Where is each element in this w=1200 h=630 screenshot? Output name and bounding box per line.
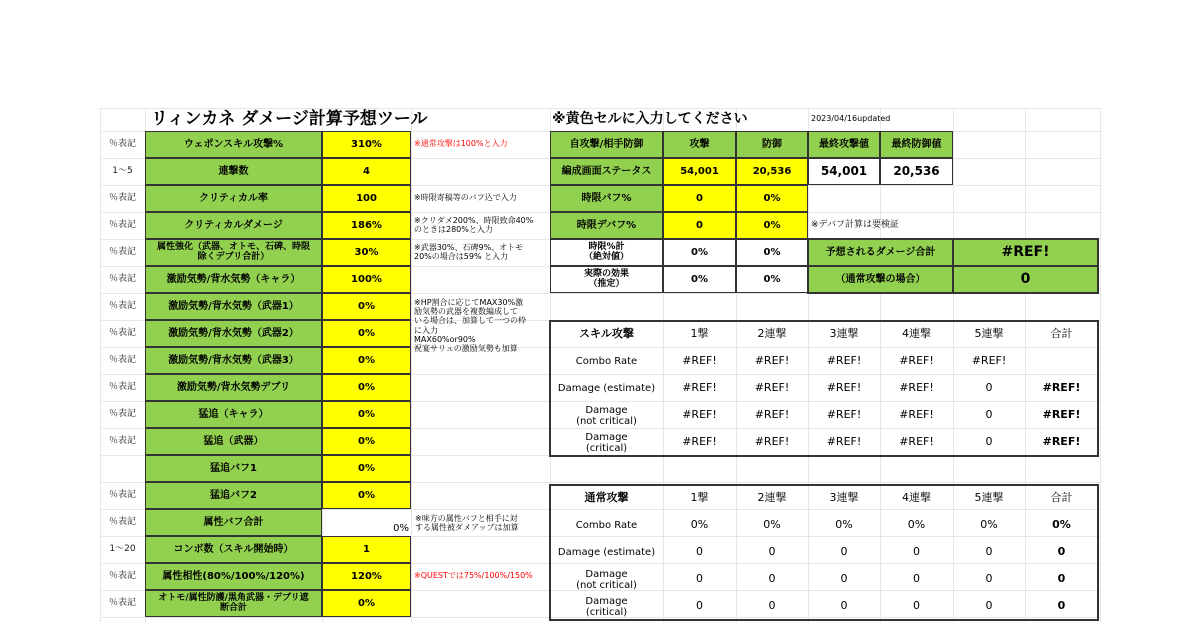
skill-table-cell: 0 xyxy=(985,435,993,449)
normal-table-cell: 0% xyxy=(907,518,926,532)
unit-label: 1～20 xyxy=(109,543,136,554)
skill-table-header: 1撃 xyxy=(690,327,709,341)
param-label: クリティカルダメージ xyxy=(145,212,322,239)
note-quest: ※QUESTでは75%/100%/150% xyxy=(414,571,533,581)
normal-table-cell: Damage (not critical) xyxy=(576,568,637,591)
param-input[interactable]: 120% xyxy=(322,563,411,590)
param-label: オトモ/属性防護/黒角武器・デブリ遮 断合計 xyxy=(145,590,322,617)
param-label: 激励気勢/背水気勢デブリ xyxy=(145,374,322,401)
param-input[interactable]: 0% xyxy=(322,293,411,320)
unit-label: ％表記 xyxy=(108,489,136,500)
param-label: コンボ数（スキル開始時） xyxy=(145,536,322,563)
normal-table-cell: 0 xyxy=(696,545,703,559)
normal-table-cell: 0% xyxy=(835,518,853,532)
time-buff-atk-input[interactable]: 0 xyxy=(663,185,736,212)
unit-label: ％表記 xyxy=(108,516,136,527)
unit-label: ％表記 xyxy=(108,570,136,581)
normal-table-frame xyxy=(549,484,1099,621)
skill-table-cell: #REF! xyxy=(682,435,717,449)
param-label: 激励気勢/背水気勢（キャラ） xyxy=(145,266,322,293)
skill-table-cell: 0 xyxy=(985,408,993,422)
param-input[interactable]: 0% xyxy=(322,320,411,347)
unit-label xyxy=(100,455,145,482)
normal-table-header: 通常攻撃 xyxy=(584,491,629,505)
skill-table-header: 4連撃 xyxy=(902,327,931,341)
actual-effect-label: 実際の効果 （推定） xyxy=(550,266,663,293)
stats-header-label: 自攻撃/相手防御 xyxy=(550,131,663,158)
skill-table-header: 合計 xyxy=(1050,327,1073,341)
final-def-header: 最終防御値 xyxy=(880,131,953,158)
unit-label: ％表記 xyxy=(108,273,136,284)
skill-table-cell: Combo Rate xyxy=(575,356,638,367)
normal-attack-label: （通常攻撃の場合） xyxy=(808,266,953,293)
param-label: 猛追（武器） xyxy=(145,428,322,455)
skill-table-cell: #REF! xyxy=(1042,435,1081,449)
normal-table-cell: 0 xyxy=(1057,572,1066,586)
unit-label: ％表記 xyxy=(108,354,136,365)
actual-effect-atk: 0% xyxy=(663,266,736,293)
skill-table-cell: #REF! xyxy=(899,435,934,449)
note-debuff: ※デバフ計算は要検証 xyxy=(811,219,900,230)
unit-label: ％表記 xyxy=(108,408,136,419)
unit-label: ％表記 xyxy=(108,219,136,230)
normal-table-cell: 0 xyxy=(840,545,848,559)
normal-table-cell: 0 xyxy=(840,599,848,613)
param-label: ウェポンスキル攻撃% xyxy=(145,131,322,158)
skill-table-header: スキル攻撃 xyxy=(579,327,634,341)
normal-table-cell: 0 xyxy=(985,572,993,586)
normal-table-cell: 0 xyxy=(985,545,993,559)
normal-table-cell: 0% xyxy=(1052,518,1071,532)
param-input[interactable]: 0% xyxy=(322,374,411,401)
skill-table-cell: #REF! xyxy=(682,354,717,368)
skill-table-cell: Damage (not critical) xyxy=(576,404,637,427)
param-input[interactable]: 100% xyxy=(322,266,411,293)
page-title: リィンカネ ダメージ計算予想ツール xyxy=(151,109,428,130)
param-input[interactable]: 30% xyxy=(322,239,411,266)
screen-status-label: 編成画面ステータス xyxy=(550,158,663,185)
unit-label: ％表記 xyxy=(108,246,136,257)
normal-table-cell: 0 xyxy=(913,599,920,613)
param-label: 猛追（キャラ） xyxy=(145,401,322,428)
skill-table-cell: Damage (estimate) xyxy=(557,383,656,394)
param-label: 属性強化（武器、オトモ、石碑、時限 除くデブリ合計） xyxy=(145,239,322,266)
param-label: 猛追バフ2 xyxy=(145,482,322,509)
param-label: 連撃数 xyxy=(145,158,322,185)
normal-table-cell: Damage (estimate) xyxy=(557,547,656,558)
skill-table-cell: Damage (critical) xyxy=(585,431,628,454)
final-atk-header: 最終攻撃値 xyxy=(808,131,880,158)
gridline xyxy=(1100,108,1101,622)
final-def-value: 20,536 xyxy=(880,158,953,185)
normal-table-cell: 0 xyxy=(840,572,848,586)
skill-table-header: 2連撃 xyxy=(757,327,787,341)
note-normal-attack: ※通常攻撃は100%と入力 xyxy=(414,139,508,149)
unit-label: 1～5 xyxy=(112,165,133,176)
input-notice: ※黄色セルに入力してください xyxy=(552,110,748,127)
unit-label: ％表記 xyxy=(108,597,136,608)
skill-table-cell: #REF! xyxy=(682,408,717,422)
normal-table-cell: 0% xyxy=(763,518,781,532)
atk-input[interactable]: 54,001 xyxy=(663,158,736,185)
normal-table-cell: 0 xyxy=(696,599,703,613)
updated-date: 2023/04/16updated xyxy=(811,114,891,124)
skill-table-cell: #REF! xyxy=(826,354,862,368)
normal-table-cell: 0 xyxy=(768,572,776,586)
normal-table-cell: 0 xyxy=(1057,545,1066,559)
skill-table-cell: #REF! xyxy=(826,408,862,422)
param-label: 属性相性(80%/100%/120%) xyxy=(145,563,322,590)
param-input[interactable]: 0% xyxy=(322,428,411,455)
atk-header: 攻撃 xyxy=(663,131,736,158)
normal-table-header: 1撃 xyxy=(690,491,709,505)
normal-table-header: 5連撃 xyxy=(974,491,1004,505)
normal-table-cell: Damage (critical) xyxy=(585,595,628,618)
normal-table-cell: 0 xyxy=(1057,599,1066,613)
unit-label: ％表記 xyxy=(108,435,136,446)
param-label: 属性バフ合計 xyxy=(145,509,322,536)
skill-table-cell: #REF! xyxy=(1042,381,1081,395)
param-input[interactable]: 0% xyxy=(322,401,411,428)
prediction-box xyxy=(807,238,1099,294)
param-input[interactable]: 0% xyxy=(322,482,411,509)
predicted-damage-label: 予想されるダメージ合計 xyxy=(808,239,953,266)
skill-table-header: 3連撃 xyxy=(829,327,859,341)
skill-table-cell: #REF! xyxy=(682,381,717,395)
skill-table-cell: 0 xyxy=(985,381,993,395)
param-input[interactable]: 0% xyxy=(322,455,411,482)
skill-table-cell: #REF! xyxy=(971,354,1007,368)
normal-table-cell: 0 xyxy=(768,599,776,613)
normal-table-cell: 0% xyxy=(690,518,709,532)
actual-effect-def: 0% xyxy=(736,266,808,293)
skill-table-cell: #REF! xyxy=(826,381,862,395)
normal-table-cell: 0 xyxy=(768,545,776,559)
param-value: 0% xyxy=(393,523,409,534)
normal-table-cell: 0 xyxy=(985,599,993,613)
note-element: ※武器30%、石碑9%、オトモ 20%の場合は59% と入力 xyxy=(414,242,524,261)
normal-table-header: 2連撃 xyxy=(757,491,787,505)
skill-table-cell: #REF! xyxy=(754,381,790,395)
unit-label: ％表記 xyxy=(108,327,136,338)
time-total-atk: 0% xyxy=(663,239,736,266)
param-input[interactable]: 0% xyxy=(322,347,411,374)
normal-table-cell: 0 xyxy=(913,572,920,586)
param-input[interactable]: 4 xyxy=(322,158,411,185)
unit-label: ％表記 xyxy=(108,138,136,149)
normal-table-header: 合計 xyxy=(1050,491,1073,505)
normal-table-cell: 0 xyxy=(913,545,920,559)
param-label: 激励気勢/背水気勢（武器3） xyxy=(145,347,322,374)
time-debuff-def-input[interactable]: 0% xyxy=(736,212,808,239)
param-label: 激励気勢/背水気勢（武器2） xyxy=(145,320,322,347)
note-hp-ratio: ※HP割合に応じてMAX30%激 励気勢の武器を複数編成して いる場合は、加算して一つの枠 に入力 MAX60%or90% 祝宴サリュの激励気勢も加算 xyxy=(414,298,526,353)
time-debuff-label: 時限デバフ% xyxy=(550,212,663,239)
skill-table-cell: #REF! xyxy=(754,435,790,449)
skill-table-cell: #REF! xyxy=(754,408,790,422)
normal-table-header: 4連撃 xyxy=(902,491,931,505)
param-label: 激励気勢/背水気勢（武器1） xyxy=(145,293,322,320)
param-input[interactable]: 100 xyxy=(322,185,411,212)
param-input[interactable]: 310% xyxy=(322,131,411,158)
param-input[interactable]: 1 xyxy=(322,536,411,563)
unit-label: ％表記 xyxy=(108,381,136,392)
normal-table-cell: 0% xyxy=(980,518,998,532)
skill-table-header: 5連撃 xyxy=(974,327,1004,341)
unit-label: ％表記 xyxy=(108,300,136,311)
skill-table-cell: #REF! xyxy=(1042,408,1081,422)
def-input[interactable]: 20,536 xyxy=(736,158,808,185)
normal-table-header: 3連撃 xyxy=(829,491,859,505)
normal-table-cell: Combo Rate xyxy=(575,520,638,531)
param-label: 猛追バフ1 xyxy=(145,455,322,482)
time-total-label: 時限%計 （絶対値） xyxy=(550,239,663,266)
normal-attack-value: 0 xyxy=(953,266,1098,293)
unit-label: ％表記 xyxy=(108,192,136,203)
skill-table-cell: #REF! xyxy=(754,354,790,368)
skill-table-cell: #REF! xyxy=(899,354,934,368)
skill-table-cell: #REF! xyxy=(899,408,934,422)
param-input[interactable]: 186% xyxy=(322,212,411,239)
skill-table-frame xyxy=(549,320,1099,457)
note-crit-damage: ※クリダメ200%、時限致命40% のときは280%と入力 xyxy=(414,215,534,234)
time-debuff-atk-input[interactable]: 0 xyxy=(663,212,736,239)
final-atk-value: 54,001 xyxy=(808,158,880,185)
note-time-buff: ※時限寄稿等のバフ込で入力 xyxy=(414,193,517,203)
param-input[interactable]: 0% xyxy=(322,590,411,617)
time-total-def: 0% xyxy=(736,239,808,266)
note-attr-buff: ※味方の属性バフと相手に対 する属性被ダメアップは加算 xyxy=(415,514,519,532)
normal-table-cell: 0 xyxy=(696,572,703,586)
skill-table-cell: #REF! xyxy=(899,381,934,395)
predicted-damage-value: #REF! xyxy=(953,239,1098,266)
time-buff-label: 時限バフ% xyxy=(550,185,663,212)
time-buff-def-input[interactable]: 0% xyxy=(736,185,808,212)
param-label: クリティカル率 xyxy=(145,185,322,212)
def-header: 防御 xyxy=(736,131,808,158)
skill-table-cell: #REF! xyxy=(826,435,862,449)
